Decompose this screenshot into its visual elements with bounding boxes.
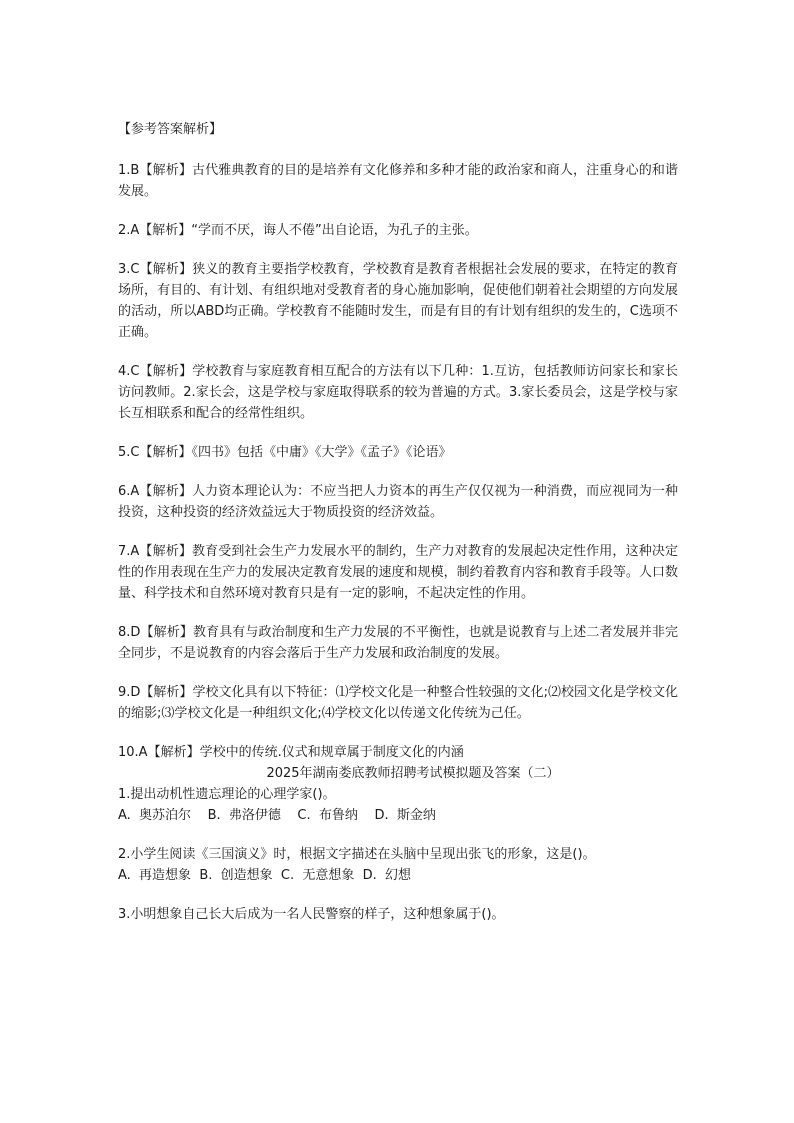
- answer-10: 10.A【解析】学校中的传统.仪式和规章属于制度文化的内涵: [118, 745, 464, 760]
- answer-7: 7.A【解析】教育受到社会生产力发展水平的制约，生产力对教育的发展起决定性作用，这种决定性的作用表现在生产力的发展决定教育发展的速度和规模，制约着教育内容和教育手段等。人口数量、科学技术和自然环境对教育只是有一定的影响，不起决定性的作用。: [118, 544, 678, 601]
- answer-5: 5.C【解析】《四书》包括《中庸》《大学》《孟子》《论语》: [118, 445, 452, 460]
- answer-key-heading: 【参考答案解析】: [118, 122, 223, 137]
- answer-9: 9.D【解析】学校文化具有以下特征：⑴学校文化是一种整合性较强的文化;⑵校园文化是学校文化的缩影;⑶学校文化是一种组织文化;⑷学校文化以传递文化传统为己任。: [118, 685, 678, 721]
- answer-2: 2.A【解析】“学而不厌，诲人不倦”出自论语，为孔子的主张。: [118, 223, 478, 238]
- section-title: 2025年湖南娄底教师招聘考试模拟题及答案（二）: [266, 766, 560, 781]
- question-2-options: A. 再造想象 B. 创造想象 C. 无意想象 D. 幻想: [118, 868, 412, 883]
- question-2-stem: 2.小学生阅读《三国演义》时，根据文字描述在头脑中呈现出张飞的形象，这是()。: [118, 847, 596, 862]
- answer-6: 6.A【解析】人力资本理论认为：不应当把人力资本的再生产仅仅视为一种消费，而应视同为一种投资，这种投资的经济效益远大于物质投资的经济效益。: [118, 484, 678, 520]
- answer-3: 3.C【解析】狭义的教育主要指学校教育，学校教育是教育者根据社会发展的要求，在特定的教育场所，有目的、有计划、有组织地对受教育者的身心施加影响，促使他们朝着社会期望的方向发展的活动，所以ABD均正确。学校教育不能随时发生，而是有目的有计划有组织的发生的，C选项不正确。: [118, 262, 678, 340]
- answer-1: 1.B【解析】古代雅典教育的目的是培养有文化修养和多种才能的政治家和商人，注重身心的和谐发展。: [118, 163, 678, 199]
- document-page: [118, 112, 678, 925]
- question-1-stem: 1.提出动机性遗忘理论的心理学家()。: [118, 787, 336, 802]
- question-3-stem: 3.小明想象自己长大后成为一名人民警察的样子，这种想象属于()。: [118, 907, 505, 922]
- answer-4: 4.C【解析】学校教育与家庭教育相互配合的方法有以下几种：1.互访，包括教师访问家长和家长访问教师。2.家长会，这是学校与家庭取得联系的较为普遍的方式。3.家长委员会，这是学校与家长互相联系和配合的经常性组织。: [118, 364, 678, 421]
- question-1-options: A. 奥苏泊尔 B. 弗洛伊德 C. 布鲁纳 D. 斯金纳: [118, 808, 436, 823]
- answer-8: 8.D【解析】教育具有与政治制度和生产力发展的不平衡性，也就是说教育与上述二者发展并非完全同步，不是说教育的内容会落后于生产力发展和政治制度的发展。: [118, 625, 678, 661]
